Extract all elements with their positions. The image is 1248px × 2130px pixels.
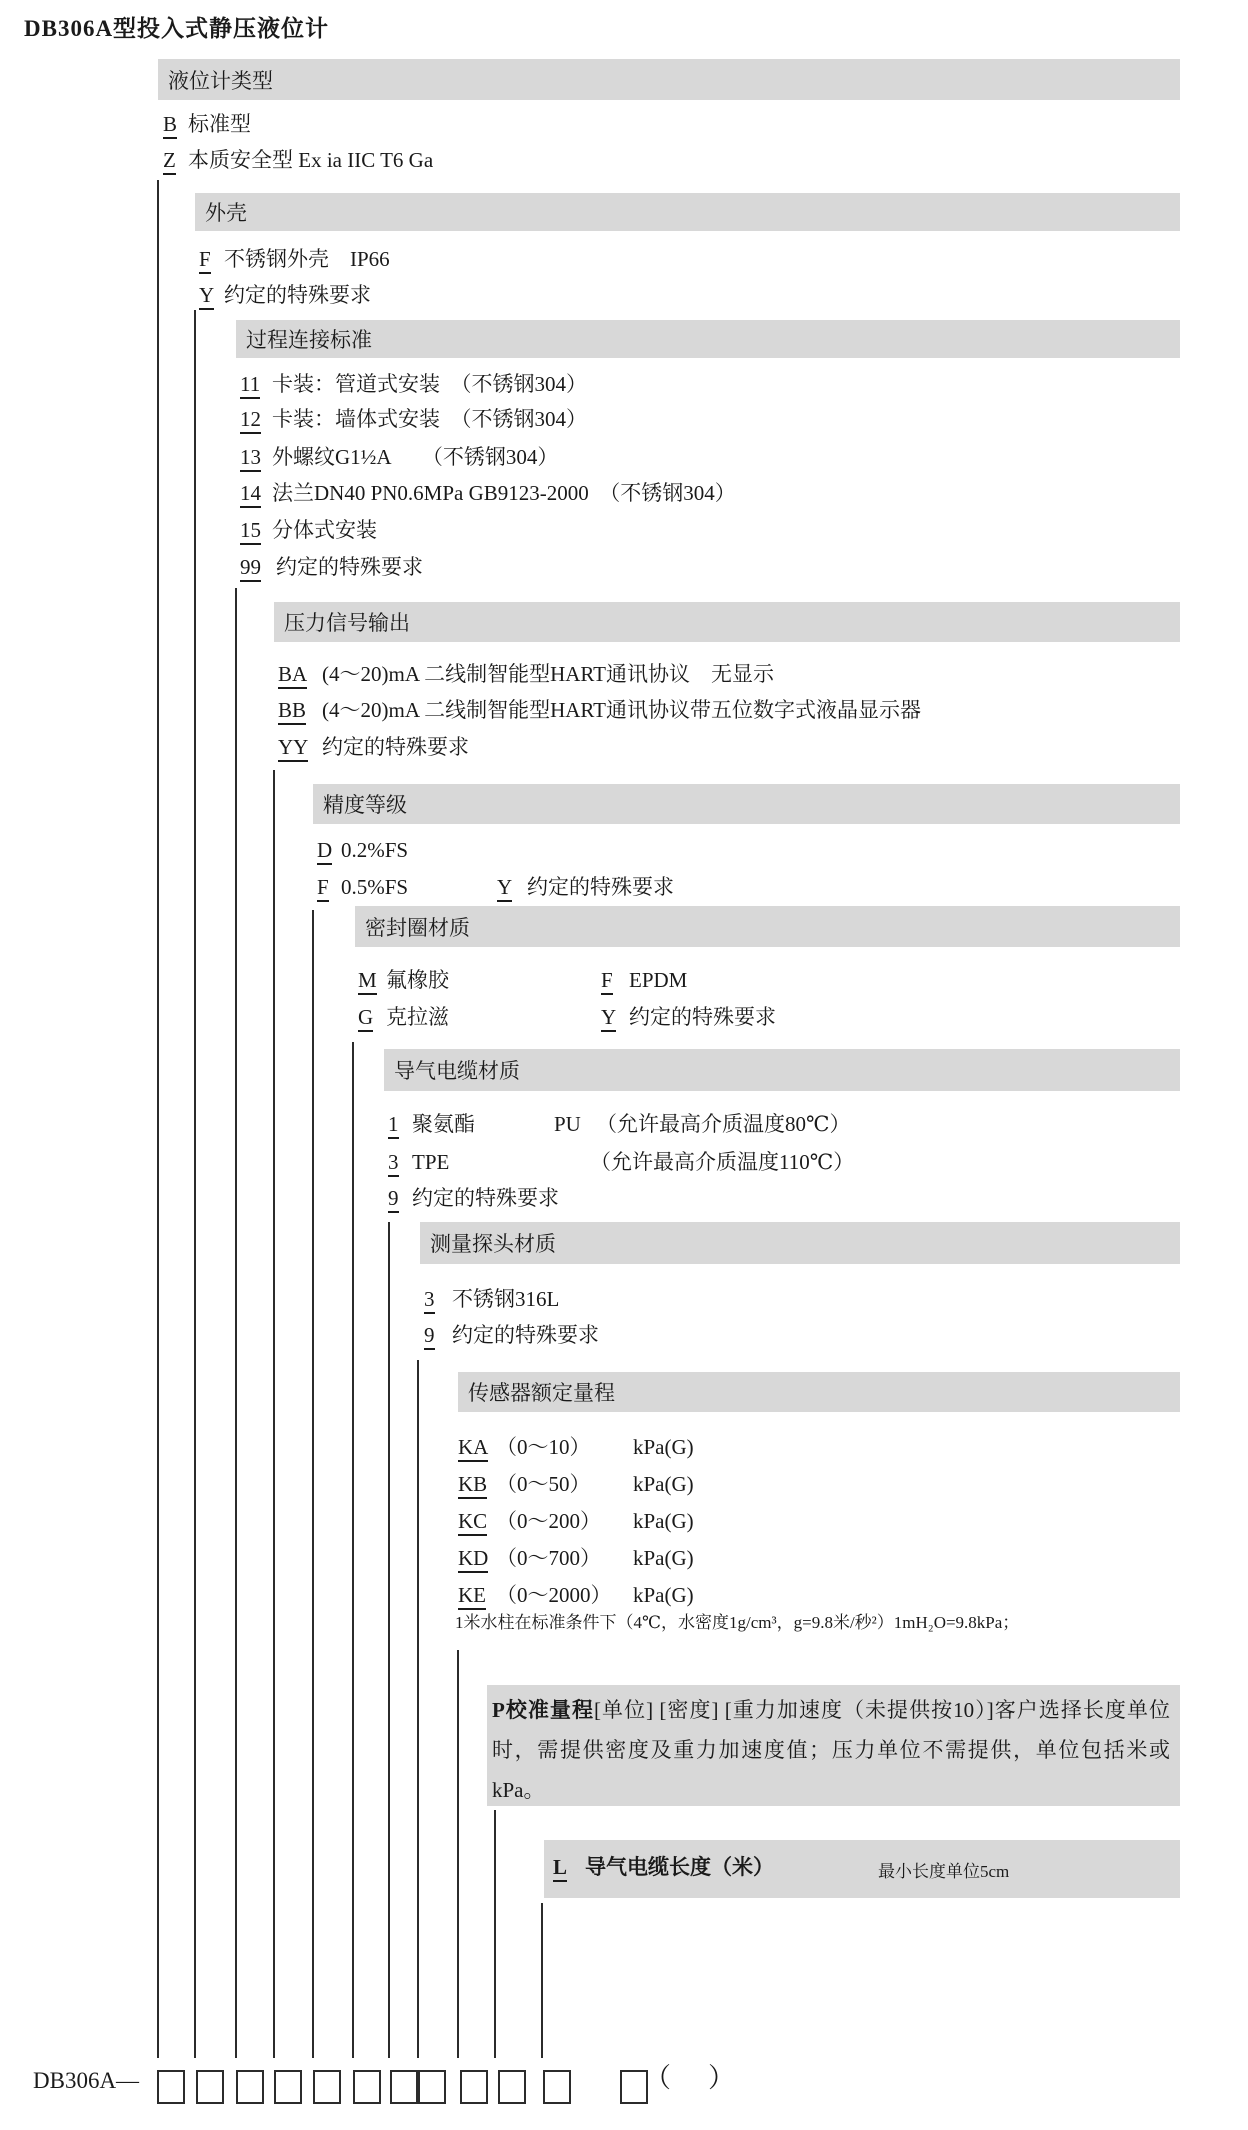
option-text: kPa(G) [633, 1435, 694, 1459]
option-code: B [163, 112, 177, 139]
option-code: G [358, 1005, 373, 1032]
option-text: (4～20)mA 二线制智能型HART通讯协议 无显示 [322, 662, 774, 686]
option-text: 约定的特殊要求 [322, 735, 469, 759]
section-title-probe-material: 测量探头材质 [430, 1232, 556, 1256]
section-header-housing [195, 193, 1180, 231]
option-text: kPa(G) [633, 1472, 694, 1496]
option-code: F [601, 968, 613, 995]
section-header-accuracy [313, 784, 1180, 824]
option-code: YY [278, 735, 308, 762]
option-code: 9 [424, 1323, 435, 1350]
option-code: BB [278, 698, 306, 725]
section-header-seal-material [355, 906, 1180, 947]
option-code: 1 [388, 1112, 399, 1139]
section-title-level-type: 液位计类型 [168, 68, 273, 93]
section-header-process-connection [236, 320, 1180, 358]
model-code-box-4 [274, 2070, 302, 2104]
option-text: 克拉滋 [386, 1005, 449, 1029]
drop-line-calibrated-range [494, 1810, 496, 2058]
option-code: Y [199, 283, 214, 310]
option-text: kPa(G) [633, 1509, 694, 1533]
option-code: Y [497, 875, 512, 902]
option-text: 最小长度单位5cm [878, 1862, 1010, 1881]
option-text: 约定的特殊要求 [629, 1005, 776, 1029]
option-text: 0.2%FS [341, 838, 409, 862]
option-text: （0～200） [496, 1509, 601, 1533]
option-code: 3 [424, 1287, 435, 1314]
model-code-box-11 [543, 2070, 571, 2104]
option-text: （允许最高介质温度80℃） [596, 1112, 851, 1136]
option-code: KC [458, 1509, 487, 1536]
drop-line-sensor-range [457, 1650, 459, 2058]
option-code: Y [601, 1005, 616, 1032]
page-title: DB306A型投入式静压液位计 [24, 16, 330, 41]
drop-line-signal-output [273, 770, 275, 2058]
section-title-sensor-range: 传感器额定量程 [468, 1381, 615, 1405]
option-code: M [358, 968, 377, 995]
option-text: PU [554, 1112, 581, 1136]
section-title-accuracy: 精度等级 [323, 793, 407, 817]
option-text: kPa(G) [633, 1583, 694, 1607]
drop-line-accuracy [312, 910, 314, 2058]
model-code-box-7 [390, 2070, 418, 2104]
option-code: KB [458, 1472, 487, 1499]
drop-line-cable-length [541, 1903, 543, 2058]
option-text: （0～700） [496, 1546, 601, 1570]
option-text: 导气电缆长度（米） [585, 1855, 774, 1879]
model-code-box-5 [313, 2070, 341, 2104]
option-code: BA [278, 662, 307, 689]
option-text: 约定的特殊要求 [276, 555, 423, 579]
option-text: （允许最高介质温度110℃） [590, 1150, 855, 1174]
paragraph-lead: P校准量程 [492, 1698, 595, 1722]
option-text: 约定的特殊要求 [452, 1323, 599, 1347]
option-code: L [553, 1855, 567, 1882]
option-code: Z [163, 148, 176, 175]
section-header-calibrated-range [487, 1685, 1180, 1806]
option-code: 13 [240, 445, 261, 472]
option-text: （0～10） [496, 1435, 591, 1459]
drop-line-probe-material [417, 1360, 419, 2058]
drop-line-process-connection [235, 588, 237, 2058]
option-text: TPE [412, 1150, 450, 1174]
option-text: 外螺纹G1½A （不锈钢304） [272, 445, 559, 469]
option-code: KD [458, 1546, 488, 1573]
model-code-box-1 [157, 2070, 185, 2104]
option-code: F [317, 875, 329, 902]
option-text: 0.5%FS [341, 875, 409, 899]
option-text: 标准型 [188, 112, 251, 136]
option-code: F [199, 247, 211, 274]
model-code-box-6 [353, 2070, 381, 2104]
option-code: KA [458, 1435, 488, 1462]
model-code-box-8 [418, 2070, 446, 2104]
option-text: 分体式安装 [272, 518, 377, 542]
option-text: （0～50） [496, 1472, 591, 1496]
model-code-box-10 [498, 2070, 526, 2104]
section-header-signal-output [274, 602, 1180, 642]
section-header-cable-material [384, 1049, 1180, 1091]
drop-line-housing [194, 310, 196, 2058]
drop-line-level-type [157, 180, 159, 2058]
section-header-level-type [158, 59, 1180, 100]
section-paragraph-calibrated-range: P校准量程[单位] [密度] [重力加速度（未提供按10）]客户选择长度单位时，需提供密度及重力加速度值；压力单位不需提供，单位包括米或kPa。 [492, 1698, 1170, 1802]
option-text: 约定的特殊要求 [527, 875, 674, 899]
model-code-paren-close: ） [708, 2063, 735, 2093]
model-code-box-3 [236, 2070, 264, 2104]
option-text: 本质安全型 Ex ia IIC T6 Ga [188, 148, 434, 172]
option-text: kPa(G) [633, 1546, 694, 1570]
option-text: 卡装：墙体式安装 （不锈钢304） [272, 407, 587, 431]
option-text: 约定的特殊要求 [412, 1186, 559, 1210]
drop-line-seal-material [352, 1042, 354, 2058]
option-code: KE [458, 1583, 486, 1610]
option-text: 不锈钢外壳 IP66 [224, 247, 390, 271]
option-text: EPDM [629, 968, 688, 992]
option-code: 99 [240, 555, 261, 582]
option-code: 15 [240, 518, 261, 545]
option-text: (4～20)mA 二线制智能型HART通讯协议带五位数字式液晶显示器 [322, 698, 921, 722]
section-header-probe-material [420, 1222, 1180, 1264]
section-title-cable-material: 导气电缆材质 [394, 1059, 520, 1083]
option-code: 11 [240, 372, 260, 399]
model-code-paren-open: （ [644, 2063, 671, 2093]
option-text: 聚氨酯 [412, 1112, 475, 1136]
section-header-sensor-range [458, 1372, 1180, 1412]
section-title-housing: 外壳 [205, 201, 247, 225]
option-code: 3 [388, 1150, 399, 1177]
option-code: 12 [240, 407, 261, 434]
model-code-prefix: DB306A— [33, 2068, 140, 2093]
option-text: 氟橡胶 [386, 968, 449, 992]
drop-line-cable-material [388, 1222, 390, 2058]
option-text: （0～2000） [496, 1583, 612, 1607]
option-text: 卡装：管道式安装 （不锈钢304） [272, 372, 587, 396]
section-title-seal-material: 密封圈材质 [365, 915, 470, 940]
option-code: 9 [388, 1186, 399, 1213]
model-code-box-9 [460, 2070, 488, 2104]
option-text: 法兰DN40 PN0.6MPa GB9123-2000 （不锈钢304） [272, 481, 736, 505]
option-text: 1米水柱在标准条件下（4℃，水密度1g/cm³，g=9.8米/秒²）1mH₂O=9.8kPa； [455, 1613, 1020, 1632]
option-text: 不锈钢316L [452, 1287, 560, 1311]
model-code-box-2 [196, 2070, 224, 2104]
option-code: 14 [240, 481, 261, 508]
option-code: D [317, 838, 332, 865]
option-text: 约定的特殊要求 [224, 283, 371, 307]
section-title-process-connection: 过程连接标准 [246, 328, 372, 352]
section-title-signal-output: 压力信号输出 [284, 611, 410, 635]
